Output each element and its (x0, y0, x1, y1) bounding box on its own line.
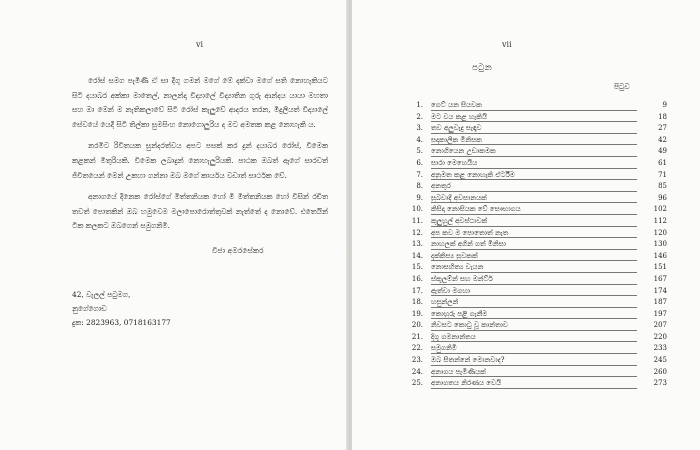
toc-entry-title: හසුන්ලන් (431, 298, 459, 307)
address-line: 42, වැලල් පටුමග, (72, 290, 131, 299)
toc-entry-title: කුලුහුල් අවස්ථාවක් (431, 216, 488, 225)
toc-entry-underline (431, 168, 637, 169)
toc-entry-page: 96 (658, 193, 667, 202)
toc-entry (397, 367, 667, 379)
toc-entry-underline (431, 133, 637, 134)
toc-entry-underline (431, 330, 637, 331)
toc-entry-underline (431, 144, 637, 145)
toc-entry-page: 61 (658, 158, 667, 167)
toc-entry-number: 19. (411, 309, 423, 318)
toc-entry-title: ගෙට් යන සියවක (431, 101, 482, 109)
toc-entry-title: සාරා මෙහෙයිය (431, 158, 478, 167)
toc-entry-number: 9. (416, 193, 423, 202)
toc-entry-underline (431, 284, 637, 285)
toc-entry-page: 167 (653, 274, 667, 283)
toc-entry-page: 27 (658, 124, 667, 133)
toc-entry (397, 251, 667, 263)
toc-entry-page: 18 (658, 112, 667, 121)
toc-entry (397, 146, 667, 158)
left-page (0, 0, 348, 450)
toc-entry-title: සුබවාදී අවසානයක් (431, 193, 487, 202)
toc-entry-page: 187 (653, 298, 667, 307)
toc-entry (397, 204, 667, 216)
toc-entry-number: 14. (411, 251, 423, 260)
toc-entry-underline (431, 376, 637, 377)
toc-entry (397, 355, 667, 367)
toc-entry-number: 23. (411, 356, 423, 365)
toc-entry-page: 71 (658, 170, 667, 179)
toc-entry-underline (431, 260, 637, 261)
page-number: vi (196, 40, 204, 49)
toc-entry-underline (431, 202, 637, 203)
toc-entry-page: 42 (658, 135, 667, 144)
toc-entry-title: තව අලුවැදු සැඳෑව (431, 124, 482, 133)
toc-entry (397, 193, 667, 205)
toc-entry-number: 13. (411, 240, 423, 249)
toc-entry-page: 112 (653, 216, 667, 225)
toc-entry (397, 112, 667, 124)
toc-entry (397, 170, 667, 182)
toc-entry-number: 6. (416, 158, 423, 167)
toc-entry-title: සමුගනිමි (431, 344, 457, 353)
toc-entry-page: 197 (653, 309, 667, 318)
toc-entry-title: නොසහිත්‍ය වැයන (431, 263, 484, 272)
page-number: vii (502, 40, 512, 49)
toc-entry-number: 11. (411, 216, 423, 225)
toc-entry-number: 12. (411, 228, 423, 237)
toc-entry-title: අනතුර (431, 182, 451, 191)
toc-entry-title: අනුමත කළ නොහැකි ඒර්ටීම (431, 170, 515, 179)
toc-entry-underline (431, 226, 637, 227)
toc-entry-number: 18. (411, 298, 423, 307)
toc-entry-page: 151 (653, 263, 667, 272)
toc-entry-page: 207 (653, 321, 667, 330)
table-of-contents (397, 100, 667, 390)
toc-entry-number: 24. (411, 367, 423, 376)
toc-entry-number: 25. (411, 379, 423, 388)
toc-entry-page: 146 (653, 251, 667, 260)
toc-entry (397, 378, 667, 390)
toc-entry-page: 273 (653, 379, 667, 388)
paragraph: රෝස් සමග පැමිණි ඒ සා දිගු ගමන් මගේ මේ දක්වා මගේ සති නොහැකියට සිටි දයාබර අක්කා මාතෙල්, නාලන්දා විද්‍යාලේ විද්‍යාතින ගුරු ආන්දය යායා මහතා සහ ඔා මෙන් ම නැතිකලාවේ සිටි රෝස් කැලුවේ ආදරය තරන, මිදුලියත් විද්‍යාලේ සේවයේ යෙදී සිටි තිල්කා සුමසිංහ නොගොලුරිය ද මට අමතක කළ නොහැකි ය. (72, 76, 328, 129)
toc-entry-underline (431, 318, 637, 319)
toc-entry-underline (431, 121, 637, 122)
toc-entry-number: 16. (411, 274, 423, 283)
toc-entry-title: දක්කිස්‍ය සුවකක් (431, 251, 478, 260)
toc-entry (397, 239, 667, 251)
toc-entry (397, 297, 667, 309)
toc-entry-title: අප කව ම පොතොත් නැත (431, 228, 509, 237)
toc-entry-number: 5. (416, 147, 423, 156)
toc-entry-number: 4. (416, 135, 423, 144)
toc-entry-page: 260 (653, 367, 667, 376)
toc-entry (397, 181, 667, 193)
toc-entry-title: සදාකාලික මිනිසක (431, 135, 482, 144)
address-line: නුගේගොඩ (72, 304, 107, 313)
toc-entry-number: 21. (411, 332, 423, 341)
toc-entry (397, 309, 667, 321)
toc-entry (397, 158, 667, 170)
toc-entry (397, 100, 667, 112)
toc-entry (397, 135, 667, 147)
toc-entry-number: 7. (416, 170, 423, 179)
toc-entry-title: ඔබ සිතන්නේ මොනවාද? (431, 356, 505, 365)
toc-entry-underline (431, 295, 637, 296)
author-address (72, 288, 171, 330)
toc-entry (397, 332, 667, 344)
toc-entry-title: මට වය කළ හැකියි (431, 112, 488, 121)
toc-entry-title: කොහුරු පළි ගැනීම (431, 309, 488, 318)
toc-entry-number: 2. (416, 112, 423, 121)
toc-entry-title: නිවසට කොටු වූ කාන්තාව (431, 321, 508, 330)
toc-entry-title: නාහලක් අගින් ගත් මිනිසා (431, 240, 506, 249)
toc-entry (397, 262, 667, 274)
toc-entry-underline (431, 272, 637, 273)
toc-entry (397, 228, 667, 240)
toc-entry-underline (431, 341, 637, 342)
toc-entry-underline (431, 249, 637, 250)
toc-entry-underline (431, 110, 637, 111)
toc-entry-title: නොගියෙන උඩාකමක (431, 147, 496, 156)
toc-entry-page: 174 (653, 286, 667, 295)
toc-entry-number: 15. (411, 263, 423, 272)
toc-entry-page: 245 (653, 356, 667, 365)
toc-entry-page: 130 (653, 240, 667, 249)
toc-entry (397, 343, 667, 355)
toc-entry-page: 9 (662, 101, 667, 109)
paragraph: නරමිට රිවිතයක සුන්දරත්වය අපට පසක් කර දුන් දයාබර රෝස්, විමෙක කළකන් මිතුරියකි. විමෙක ලබාදුන් නොහැලුරියකි. පාඨක ඔබත් ඇගේ සාරවත් ජිවිතයෙන් මෙන් උකහා ගන්නා ඔබ මගේ කාර්යය වඩාත් සාර්ථක වේ. (72, 141, 328, 180)
toc-entry-underline (431, 237, 637, 238)
toc-entry-number: 22. (411, 344, 423, 353)
toc-entry-title: ඇත්වා මගහා (431, 286, 471, 295)
toc-entry (397, 123, 667, 135)
toc-entry-underline (431, 214, 637, 215)
toc-entry-page: 120 (653, 228, 667, 237)
toc-entry-number: 10. (411, 205, 423, 214)
right-page (352, 0, 700, 450)
toc-entry (397, 274, 667, 286)
toc-page-column-header: පිටුව (614, 82, 630, 91)
author-signature: විජා අමරසේකර (212, 246, 264, 255)
toc-entry-number: 20. (411, 321, 423, 330)
toc-entry-title: අනාගතය නිරණය වෙයි (431, 379, 502, 388)
toc-entry-title: කිසිදා නොසියක වේ සෞභාගය (431, 205, 521, 214)
toc-entry-number: 3. (416, 124, 423, 133)
toc-entry (397, 320, 667, 332)
toc-entry-title: අනාගය පැමිණියක් (431, 367, 486, 376)
toc-entry-page: 233 (653, 344, 667, 353)
toc-entry-underline (431, 353, 637, 354)
toc-entry-title: ස්කූලම්න් සහ මන්ට්ර් (431, 274, 493, 283)
toc-entry-underline (431, 156, 637, 157)
preface-text (72, 74, 328, 241)
address-line: දුක: 2823963, 0718163177 (72, 318, 171, 327)
toc-entry-underline (431, 307, 637, 308)
toc-entry-underline (431, 179, 637, 180)
toc-entry-number: 1. (416, 101, 423, 109)
toc-entry-page: 220 (653, 332, 667, 341)
toc-entry-page: 85 (658, 182, 667, 191)
paragraph: අනාගයේ දිනෙක රෝස්ගේ මිත්තනියක හෝ මී මිත්තනියක හෝ විසින් රචිත තවත් පොතකින් ඔබ හමුවෙම මලාපොරොත්තුවක් නැත්තේ ද නොවේ. එතෙයින් ටික කලකට ඔබගෙන් සමුගනිමි. (72, 192, 328, 231)
toc-entry-number: 8. (416, 182, 423, 191)
toc-title: පටුන (472, 62, 492, 72)
toc-entry-underline (431, 365, 637, 366)
toc-entry-underline (431, 191, 637, 192)
toc-entry-title: දිගු ගමනාන්තය (431, 332, 476, 341)
toc-entry-page: 49 (658, 147, 667, 156)
toc-entry (397, 216, 667, 228)
toc-entry-page: 102 (653, 205, 667, 214)
toc-entry-underline (431, 388, 637, 389)
toc-entry-number: 17. (411, 286, 423, 295)
toc-entry (397, 286, 667, 298)
